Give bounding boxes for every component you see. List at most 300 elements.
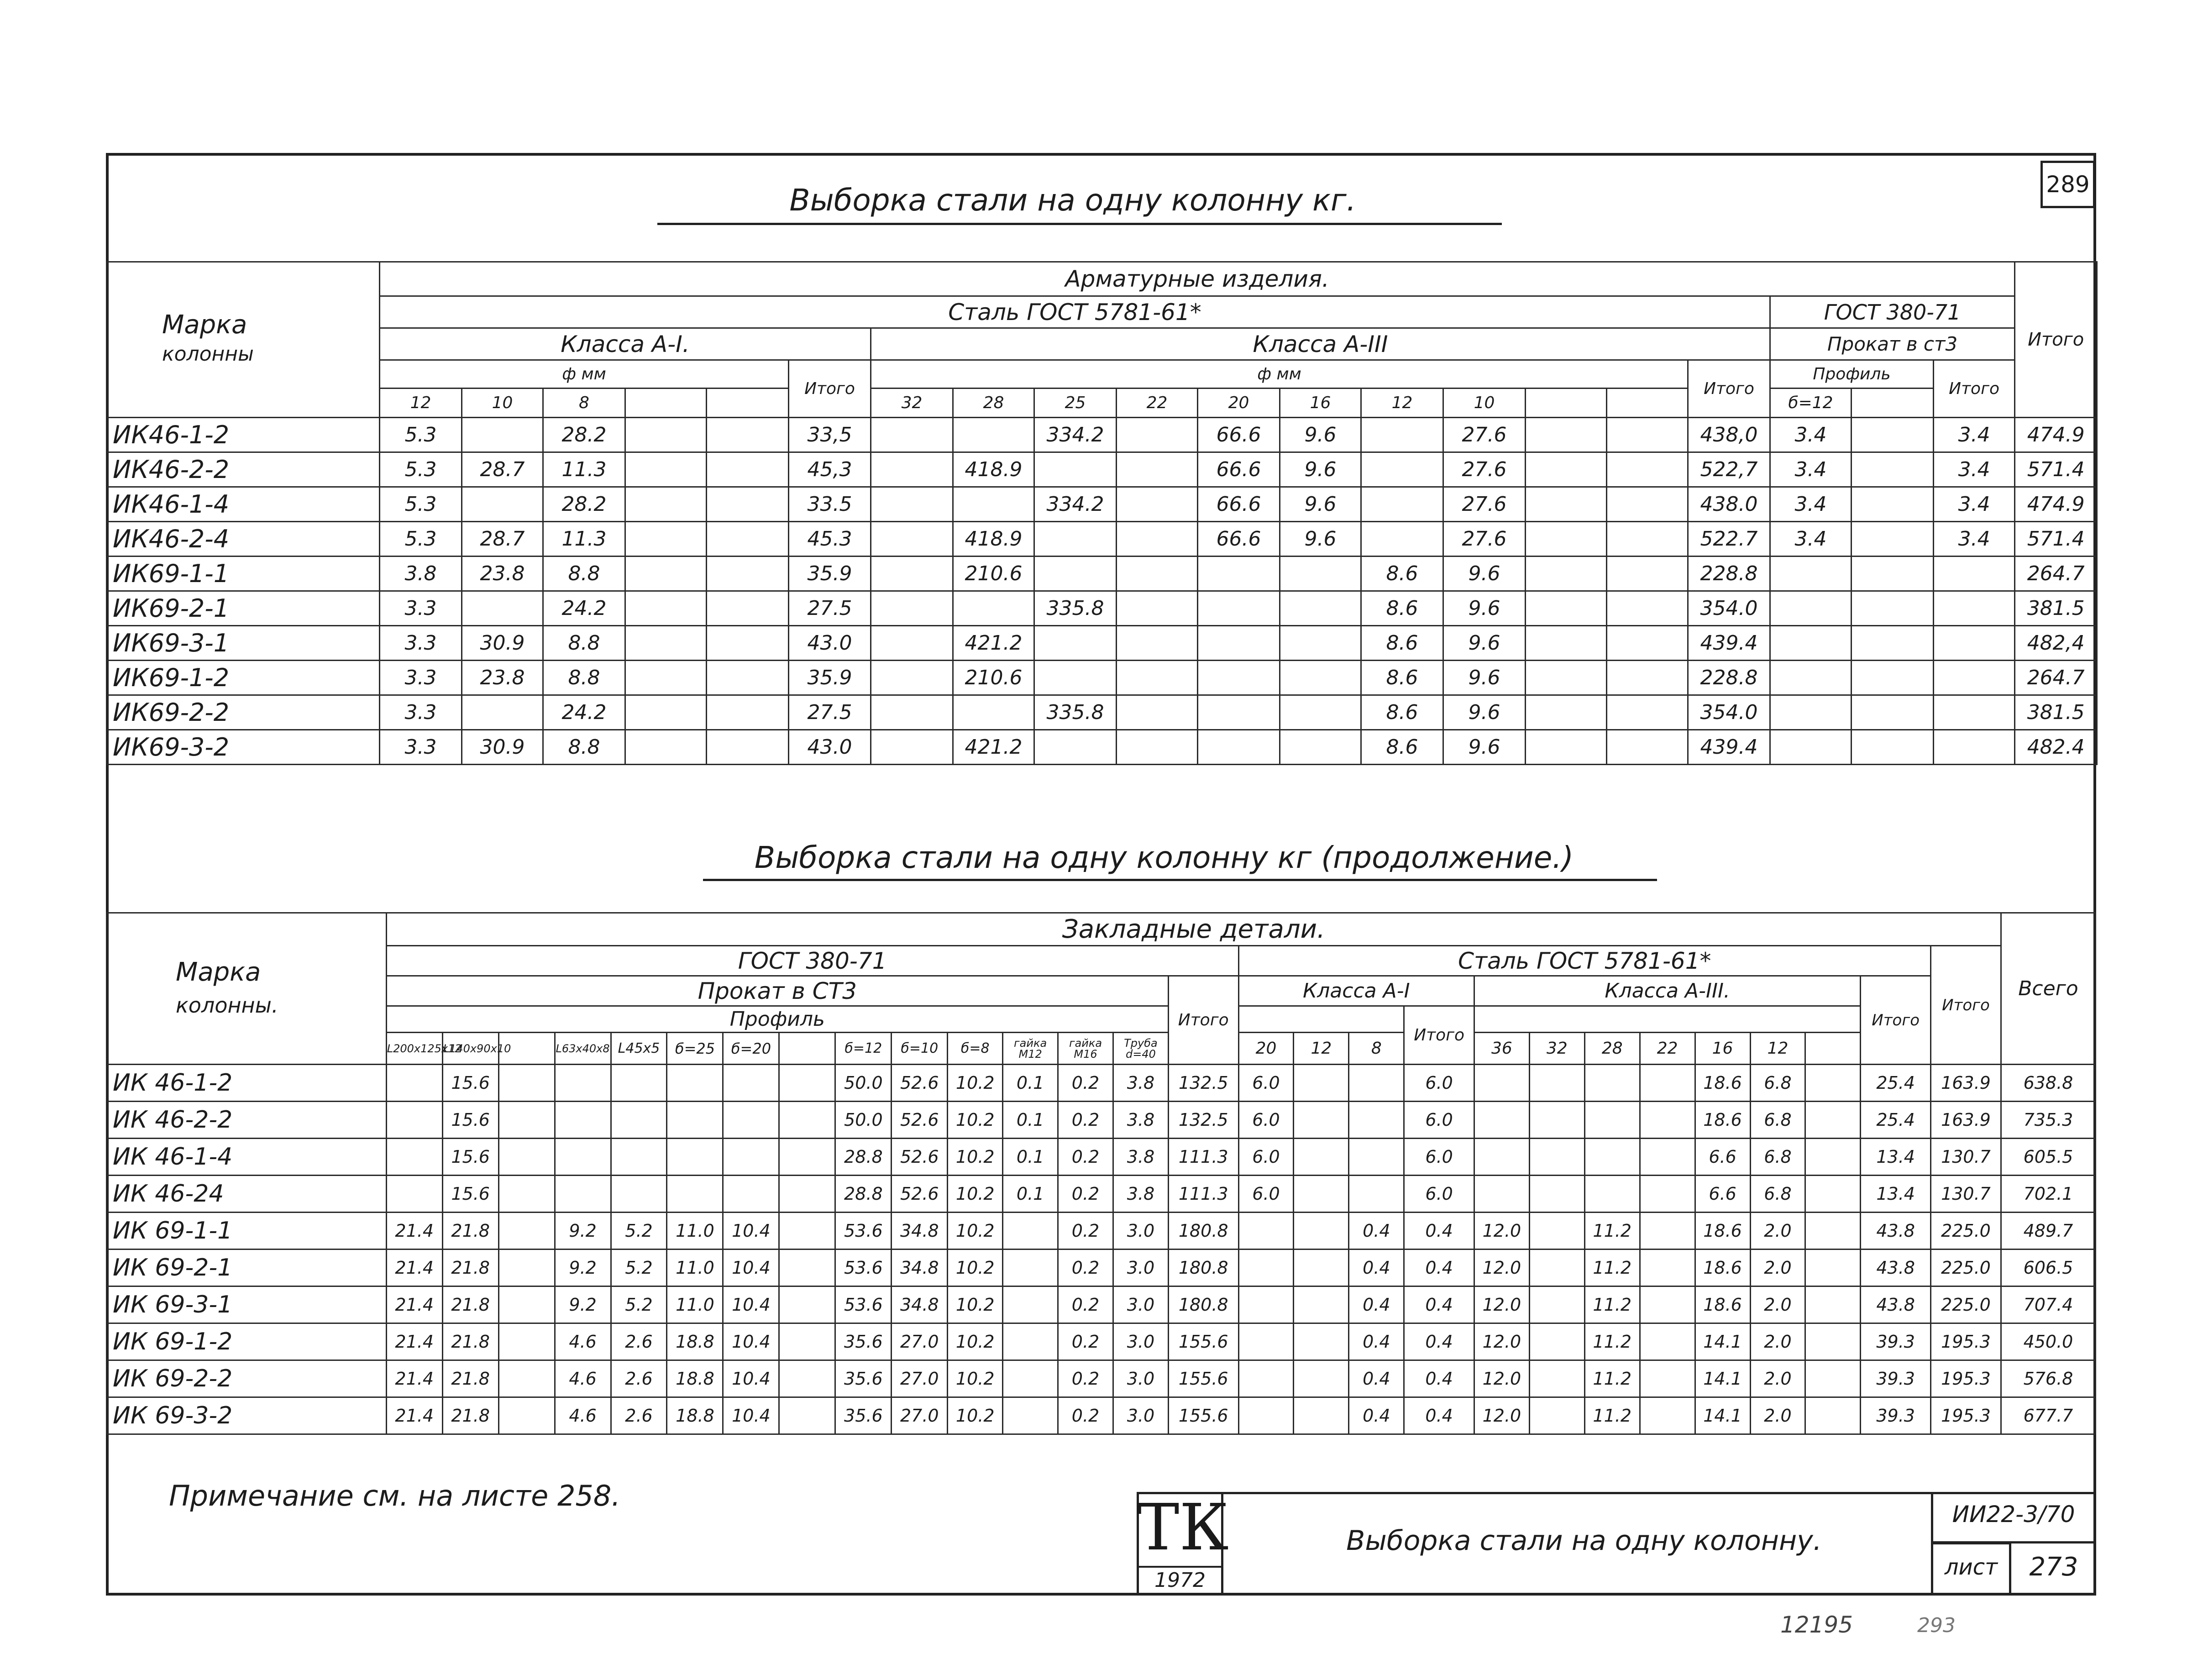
- t1-cell: [871, 418, 953, 452]
- t2-cell: 9.2: [555, 1286, 611, 1323]
- t1-cell: [1852, 487, 1934, 522]
- t2-cell: 6.0: [1238, 1176, 1294, 1213]
- t1-cell: 27.6: [1443, 487, 1526, 522]
- t2-cell: [1640, 1360, 1695, 1397]
- t2-col-profile: гайка M12: [1003, 1033, 1058, 1065]
- t2-cell: 5.2: [611, 1250, 667, 1286]
- t2-row-mark: ИК 69-1-1: [107, 1213, 387, 1250]
- t1-cell: [1034, 626, 1117, 661]
- t2-cell: [386, 1139, 442, 1176]
- t2-cell: 12.0: [1474, 1360, 1529, 1397]
- t1-cell: [1117, 591, 1198, 626]
- t1-cell: [1934, 730, 2015, 765]
- t2-cell: 4.6: [555, 1360, 611, 1397]
- t2-row: [107, 1213, 2096, 1250]
- t2-col-class1: 20: [1238, 1033, 1294, 1065]
- t2-cell: 0.2: [1058, 1176, 1113, 1213]
- t1-cell: [1770, 695, 1852, 730]
- t2-col-class3: 28: [1584, 1033, 1640, 1065]
- t1-cell: [1280, 730, 1361, 765]
- t2-col-profile: [779, 1033, 835, 1065]
- t1-col-class1: 12: [380, 388, 462, 418]
- t1-cell: [1607, 556, 1688, 591]
- t1-cell: 335.8: [1034, 591, 1117, 626]
- t2-cell: [667, 1065, 723, 1102]
- t2-cell: [1294, 1286, 1349, 1323]
- t1-cell: [1361, 452, 1443, 487]
- t1-cell: [1607, 730, 1688, 765]
- t1-row-mark: ИК46-2-2: [107, 452, 380, 487]
- t2-cell: 0.2: [1058, 1397, 1113, 1434]
- t1-cell: [625, 487, 707, 522]
- t2-cell: [555, 1065, 611, 1102]
- t1-cell: [462, 418, 543, 452]
- t1-cell: [953, 487, 1034, 522]
- t1-col-class3: 20: [1198, 388, 1280, 418]
- t2-cell: 163.9: [1931, 1102, 2001, 1139]
- t2-cell: 21.8: [442, 1250, 498, 1286]
- t2-cell: 180.8: [1168, 1250, 1238, 1286]
- t2-cell: 0.4: [1404, 1213, 1474, 1250]
- t2-col-profile: L63x40x8: [555, 1033, 611, 1065]
- t1-cell: [953, 418, 1034, 452]
- t1-cell: [707, 695, 789, 730]
- t2-cell: [1805, 1286, 1861, 1323]
- t2-steel-header: Сталь ГОСТ 5781-61*: [1238, 946, 1930, 976]
- t2-cell: 18.6: [1695, 1213, 1750, 1250]
- t2-cell: [1584, 1176, 1640, 1213]
- t2-cell: 10.4: [723, 1397, 779, 1434]
- t2-cell: 10.4: [723, 1213, 779, 1250]
- t1-cell: [1526, 591, 1607, 626]
- t2-cell: [779, 1250, 835, 1286]
- t2-col-profile: Труба d=40: [1113, 1033, 1168, 1065]
- t2-cell: [1529, 1360, 1584, 1397]
- t1-cell: 522.7: [1688, 522, 1770, 556]
- t1-cell: 8.6: [1361, 626, 1443, 661]
- table1: [106, 261, 2098, 765]
- t2-cell: [611, 1139, 667, 1176]
- top-border-line: [106, 153, 1457, 156]
- t1-cell: [1770, 556, 1852, 591]
- t1-cell: [953, 591, 1034, 626]
- t1-cell: [1526, 730, 1607, 765]
- t2-cell: [779, 1102, 835, 1139]
- t1-cell: [1607, 591, 1688, 626]
- table2-title: Выборка стали на одну колонну кг (продолжение.): [754, 840, 1574, 875]
- t2-class3-blank: [1474, 1006, 1860, 1033]
- t2-cell: 14.1: [1695, 1323, 1750, 1360]
- t1-cell: 23.8: [462, 661, 543, 695]
- t1-col-class3: 12: [1361, 388, 1443, 418]
- t2-cell: 180.8: [1168, 1213, 1238, 1250]
- t1-cell: [1607, 452, 1688, 487]
- t1-cell: 3.4: [1934, 522, 2015, 556]
- t1-cell: 27.6: [1443, 522, 1526, 556]
- t2-steel-total-header: Итого: [1861, 976, 1931, 1065]
- t2-cell: 0.2: [1058, 1250, 1113, 1286]
- t1-cell: 474.9: [2015, 487, 2097, 522]
- t2-cell: [1529, 1250, 1584, 1286]
- t2-class1-blank: [1238, 1006, 1404, 1033]
- t2-cell: 6.8: [1750, 1102, 1805, 1139]
- t2-cell: 11.0: [667, 1250, 723, 1286]
- t1-cell: 24.2: [543, 695, 625, 730]
- t2-cell: 11.2: [1584, 1397, 1640, 1434]
- t2-cell: [1294, 1213, 1349, 1250]
- t1-class1-total-header: Итого: [789, 360, 871, 418]
- t2-rolled-total-header: Итого: [1168, 976, 1238, 1065]
- t2-cell: 5.2: [611, 1286, 667, 1323]
- t1-group-header: Арматурные изделия.: [380, 262, 2015, 296]
- t2-cell: 3.8: [1113, 1139, 1168, 1176]
- t1-col-class1: [707, 388, 789, 418]
- t2-cell: 0.2: [1058, 1139, 1113, 1176]
- t1-cell: [871, 661, 953, 695]
- t2-cell: 3.8: [1113, 1176, 1168, 1213]
- t1-cell: 9.6: [1443, 591, 1526, 626]
- t2-cell: 3.0: [1113, 1286, 1168, 1323]
- t2-row: [107, 1176, 2096, 1213]
- t1-row-mark: ИК69-1-1: [107, 556, 380, 591]
- t2-row-mark: ИК 69-2-1: [107, 1250, 387, 1286]
- t1-row: [107, 626, 2097, 661]
- t1-row: [107, 661, 2097, 695]
- t2-cell: [1640, 1102, 1695, 1139]
- t2-cell: 52.6: [892, 1102, 948, 1139]
- t2-mark-header-line1: Марка: [176, 957, 261, 987]
- t1-cell: 9.6: [1280, 418, 1361, 452]
- t2-cell: 489.7: [2001, 1213, 2095, 1250]
- t2-cell: 12.0: [1474, 1213, 1529, 1250]
- t1-cell: 28.2: [543, 418, 625, 452]
- t2-col-profile: б=10: [892, 1033, 948, 1065]
- t1-cell: 3.4: [1770, 487, 1852, 522]
- t1-row-mark: ИК69-2-1: [107, 591, 380, 626]
- t1-cell: 264.7: [2015, 661, 2097, 695]
- t1-cell: 45.3: [789, 522, 871, 556]
- t1-cell: 33.5: [789, 487, 871, 522]
- t2-cell: 6.0: [1404, 1139, 1474, 1176]
- t1-cell: [1934, 591, 2015, 626]
- t1-col-class1: 10: [462, 388, 543, 418]
- t2-cell: [1805, 1176, 1861, 1213]
- t1-cell: 30.9: [462, 730, 543, 765]
- t2-cell: 111.3: [1168, 1139, 1238, 1176]
- t2-cell: [386, 1102, 442, 1139]
- t1-cell: 264.7: [2015, 556, 2097, 591]
- t2-cell: 34.8: [892, 1213, 948, 1250]
- t1-cell: 3.4: [1770, 522, 1852, 556]
- t1-cell: [625, 522, 707, 556]
- t2-cell: [779, 1176, 835, 1213]
- t1-cell: 23.8: [462, 556, 543, 591]
- stamp-sheet-label: лист: [1944, 1554, 1998, 1580]
- t2-cell: [1474, 1139, 1529, 1176]
- t1-cell: 8.8: [543, 661, 625, 695]
- t2-cell: [1003, 1360, 1058, 1397]
- t2-cell: 10.2: [948, 1286, 1003, 1323]
- t2-cell: [1294, 1065, 1349, 1102]
- t1-cell: [871, 556, 953, 591]
- t2-cell: 39.3: [1861, 1360, 1931, 1397]
- t1-cell: 66.6: [1198, 522, 1280, 556]
- t2-cell: 35.6: [835, 1360, 892, 1397]
- t2-cell: [1640, 1065, 1695, 1102]
- t2-cell: 28.8: [835, 1139, 892, 1176]
- t1-cell: 3.3: [380, 626, 462, 661]
- t2-cell: 130.7: [1931, 1139, 2001, 1176]
- t1-cell: [1117, 487, 1198, 522]
- t2-grand-header: Всего: [2001, 913, 2095, 1065]
- t1-cell: 66.6: [1198, 487, 1280, 522]
- t1-cell: [871, 591, 953, 626]
- t2-cell: 3.8: [1113, 1102, 1168, 1139]
- t2-col-profile: б=12: [835, 1033, 892, 1065]
- t2-cell: 15.6: [442, 1102, 498, 1139]
- t2-cell: [1474, 1065, 1529, 1102]
- t2-cell: [1529, 1065, 1584, 1102]
- t2-cell: 12.0: [1474, 1323, 1529, 1360]
- t2-cell: 34.8: [892, 1286, 948, 1323]
- t1-cell: [871, 626, 953, 661]
- t2-cell: [1238, 1213, 1294, 1250]
- t1-mark-header-line2: колонны: [162, 342, 254, 366]
- t1-cell: 3.4: [1934, 452, 2015, 487]
- t1-cell: [625, 591, 707, 626]
- t1-cell: [707, 626, 789, 661]
- t2-cell: 14.1: [1695, 1360, 1750, 1397]
- t1-cell: [1280, 556, 1361, 591]
- t2-cell: 0.1: [1003, 1139, 1058, 1176]
- t1-cell: [1117, 626, 1198, 661]
- t1-cell: 3.3: [380, 730, 462, 765]
- t2-cell: 10.2: [948, 1360, 1003, 1397]
- t1-row-mark: ИК69-2-2: [107, 695, 380, 730]
- t2-cell: 155.6: [1168, 1360, 1238, 1397]
- t2-rolled-header: Прокат в СТ3: [386, 976, 1168, 1006]
- t2-cell: [386, 1065, 442, 1102]
- t2-cell: 11.2: [1584, 1323, 1640, 1360]
- t2-cell: [611, 1102, 667, 1139]
- t2-col-class3: 12: [1750, 1033, 1805, 1065]
- t1-cell: [625, 626, 707, 661]
- t2-cell: [1529, 1102, 1584, 1139]
- t2-cell: 0.2: [1058, 1102, 1113, 1139]
- t1-cell: 3.3: [380, 695, 462, 730]
- t2-cell: 2.0: [1750, 1286, 1805, 1323]
- t2-cell: [1294, 1102, 1349, 1139]
- t1-cell: 228.8: [1688, 661, 1770, 695]
- t1-row: [107, 556, 2097, 591]
- t2-cell: 10.2: [948, 1323, 1003, 1360]
- t1-cell: [1852, 730, 1934, 765]
- t2-cell: [779, 1323, 835, 1360]
- t2-cell: [1529, 1139, 1584, 1176]
- t1-cell: [707, 591, 789, 626]
- t2-cell: 18.8: [667, 1397, 723, 1434]
- t2-cell: 0.2: [1058, 1323, 1113, 1360]
- t2-cell: 10.4: [723, 1323, 779, 1360]
- t2-group-header: Закладные детали.: [386, 913, 2001, 946]
- t2-mark-header: [107, 913, 387, 1065]
- note-text: Примечание см. на листе 258.: [169, 1479, 621, 1512]
- t2-row: [107, 1286, 2096, 1323]
- t1-row: [107, 418, 2097, 452]
- t1-cell: 8.6: [1361, 556, 1443, 591]
- t1-cell: 335.8: [1034, 695, 1117, 730]
- t2-row-mark: ИК 69-2-2: [107, 1360, 387, 1397]
- t2-cell: 21.4: [386, 1286, 442, 1323]
- t2-cell: 6.0: [1404, 1102, 1474, 1139]
- t1-cell: 9.6: [1443, 730, 1526, 765]
- t2-cell: [779, 1139, 835, 1176]
- t1-row: [107, 452, 2097, 487]
- t2-cell: 9.2: [555, 1213, 611, 1250]
- t2-cell: 132.5: [1168, 1065, 1238, 1102]
- t1-cell: [707, 730, 789, 765]
- t2-cell: [1349, 1139, 1404, 1176]
- t2-cell: 10.4: [723, 1286, 779, 1323]
- t2-col-profile: гайка M16: [1058, 1033, 1113, 1065]
- t2-cell: [555, 1176, 611, 1213]
- t2-cell: [1640, 1139, 1695, 1176]
- t1-cell: 210.6: [953, 661, 1034, 695]
- t2-cell: 2.0: [1750, 1323, 1805, 1360]
- table1-title-underline: [657, 223, 1502, 225]
- t2-cell: [1640, 1176, 1695, 1213]
- t1-cell: [707, 522, 789, 556]
- t2-cell: 605.5: [2001, 1139, 2095, 1176]
- t1-cell: [1770, 626, 1852, 661]
- t1-cell: [707, 661, 789, 695]
- t1-diam-header-3: ф мм: [871, 360, 1688, 388]
- table2-title-underline: [703, 879, 1657, 881]
- t2-cell: 18.8: [667, 1360, 723, 1397]
- t2-cell: [667, 1139, 723, 1176]
- t2-cell: [1805, 1360, 1861, 1397]
- t1-cell: 27.6: [1443, 418, 1526, 452]
- t2-cell: 0.4: [1404, 1397, 1474, 1434]
- t2-cell: 13.4: [1861, 1139, 1931, 1176]
- t2-cell: 39.3: [1861, 1397, 1931, 1434]
- t2-cell: 3.0: [1113, 1213, 1168, 1250]
- t1-cell: [1526, 556, 1607, 591]
- t2-cell: 18.6: [1695, 1250, 1750, 1286]
- t2-row: [107, 1250, 2096, 1286]
- t2-cell: 130.7: [1931, 1176, 2001, 1213]
- t2-cell: 12.0: [1474, 1250, 1529, 1286]
- t1-cell: [1117, 556, 1198, 591]
- t2-cell: 2.6: [611, 1397, 667, 1434]
- t1-cell: [707, 452, 789, 487]
- t2-cell: [723, 1102, 779, 1139]
- t1-cell: 439.4: [1688, 730, 1770, 765]
- t2-row: [107, 1323, 2096, 1360]
- t2-cell: 6.8: [1750, 1065, 1805, 1102]
- t2-cell: [1349, 1176, 1404, 1213]
- t2-cell: 0.2: [1058, 1360, 1113, 1397]
- t2-class3-header: Класса А-III.: [1474, 976, 1860, 1006]
- t2-cell: 21.8: [442, 1213, 498, 1250]
- t2-cell: [386, 1176, 442, 1213]
- t2-cell: 4.6: [555, 1397, 611, 1434]
- t2-col-profile: б=20: [723, 1033, 779, 1065]
- t1-cell: [871, 695, 953, 730]
- t2-cell: 11.2: [1584, 1360, 1640, 1397]
- t2-cell: [498, 1397, 555, 1434]
- t1-cell: [1280, 661, 1361, 695]
- t2-cell: 11.2: [1584, 1286, 1640, 1323]
- logo-tk: ТК: [1137, 1491, 1229, 1565]
- t2-row-mark: ИК 46-2-2: [107, 1102, 387, 1139]
- t2-cell: [1238, 1323, 1294, 1360]
- t1-cell: 381.5: [2015, 591, 2097, 626]
- t1-cell: [1280, 626, 1361, 661]
- t2-profile-header: Профиль: [386, 1006, 1168, 1033]
- t1-cell: [1198, 661, 1280, 695]
- t1-cell: 5.3: [380, 452, 462, 487]
- t2-cell: 15.6: [442, 1065, 498, 1102]
- t1-profile-header: Профиль: [1770, 360, 1934, 388]
- t1-cell: [1526, 452, 1607, 487]
- t2-cell: 9.2: [555, 1250, 611, 1286]
- t1-class1-header: Класса А-I.: [380, 328, 871, 360]
- t1-cell: 334.2: [1034, 418, 1117, 452]
- t2-cell: [1805, 1065, 1861, 1102]
- t1-row-mark: ИК46-1-2: [107, 418, 380, 452]
- t2-cell: 707.4: [2001, 1286, 2095, 1323]
- t2-cell: 0.4: [1349, 1323, 1404, 1360]
- t1-cell: [625, 695, 707, 730]
- t2-cell: 11.0: [667, 1213, 723, 1250]
- t2-cell: [1805, 1102, 1861, 1139]
- t1-cell: [871, 487, 953, 522]
- t1-cell: 418.9: [953, 452, 1034, 487]
- t1-row: [107, 591, 2097, 626]
- t2-cell: 2.0: [1750, 1250, 1805, 1286]
- t2-cell: [1003, 1286, 1058, 1323]
- t2-row-mark: ИК 46-24: [107, 1176, 387, 1213]
- t1-cell: 482.4: [2015, 730, 2097, 765]
- t2-cell: 21.8: [442, 1323, 498, 1360]
- t2-cell: 18.6: [1695, 1286, 1750, 1323]
- t1-cell: 30.9: [462, 626, 543, 661]
- t1-cell: [1117, 452, 1198, 487]
- t2-cell: 27.0: [892, 1323, 948, 1360]
- t1-cell: [1117, 695, 1198, 730]
- t1-cell: 3.8: [380, 556, 462, 591]
- t2-gost-header: ГОСТ 380-71: [386, 946, 1238, 976]
- t1-col-class3: 32: [871, 388, 953, 418]
- t1-cell: 8.6: [1361, 591, 1443, 626]
- t1-col-profile: б=12: [1770, 388, 1852, 418]
- t2-cell: [1529, 1397, 1584, 1434]
- t2-col-class1: 12: [1294, 1033, 1349, 1065]
- t2-cell: 6.8: [1750, 1176, 1805, 1213]
- t1-cell: 5.3: [380, 418, 462, 452]
- t2-cell: 0.4: [1404, 1323, 1474, 1360]
- t2-cell: [1294, 1360, 1349, 1397]
- t1-cell: [1607, 522, 1688, 556]
- t2-cell: 10.4: [723, 1360, 779, 1397]
- t2-cell: [1238, 1286, 1294, 1323]
- t1-cell: [1034, 522, 1117, 556]
- t1-cell: 421.2: [953, 626, 1034, 661]
- t1-cell: 418.9: [953, 522, 1034, 556]
- t1-cell: 482,4: [2015, 626, 2097, 661]
- t1-cell: 3.4: [1934, 487, 2015, 522]
